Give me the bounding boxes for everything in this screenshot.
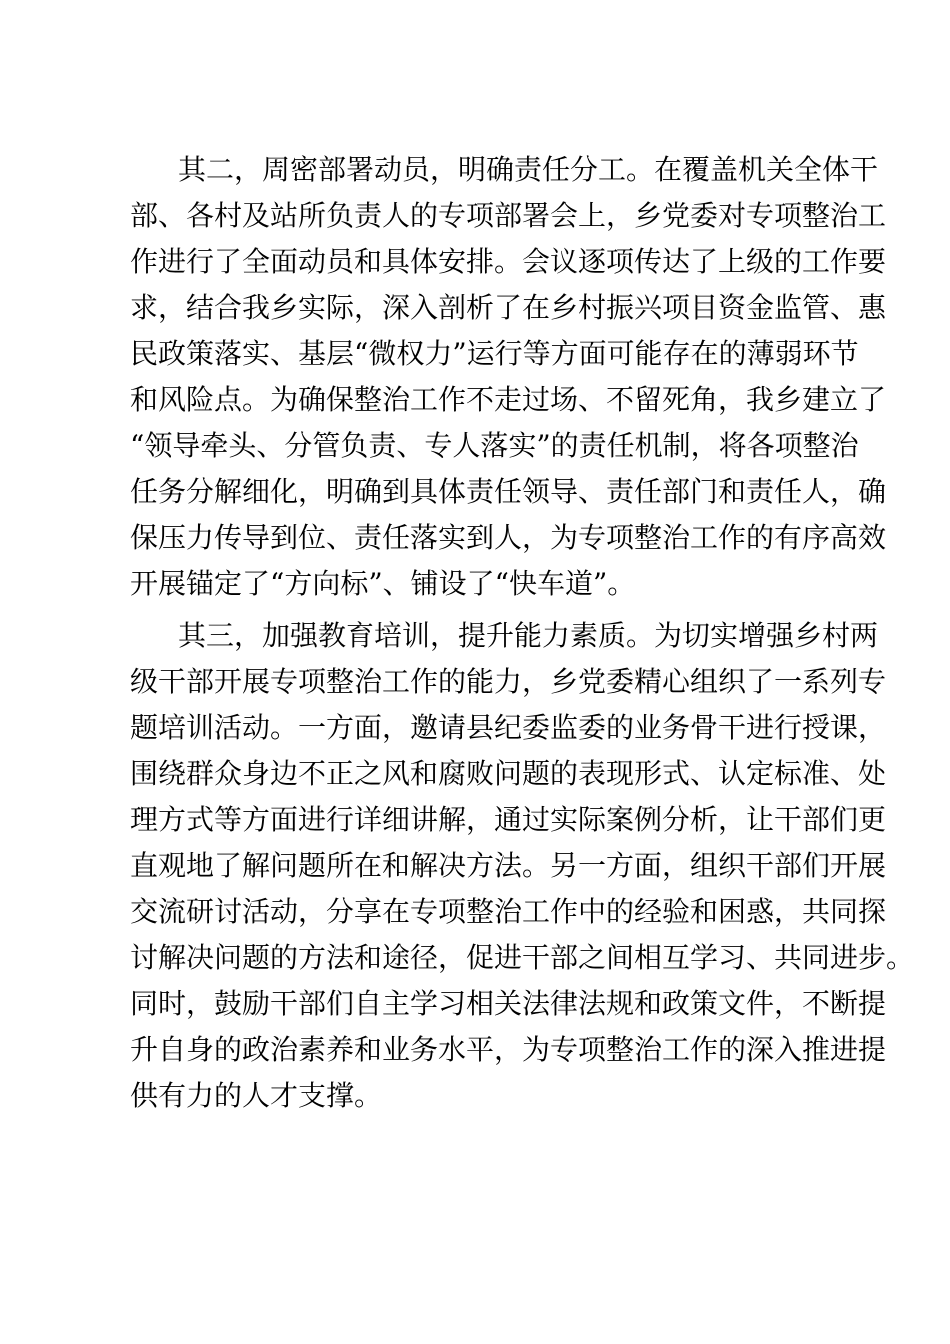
- text-line: 和风险点。为确保整治工作不走过场、不留死角，我乡建立了: [130, 383, 887, 416]
- text-line: 同时，鼓励干部们自主学习相关法律法规和政策文件，不断提: [130, 987, 887, 1020]
- text-line: 民政策落实、基层“微权力”运行等方面可能存在的薄弱环节: [130, 337, 859, 370]
- text-line: 开展锚定了“方向标”、铺设了“快车道”。: [130, 567, 636, 600]
- text-line: 其三，加强教育培训，提升能力素质。为切实增强乡村两: [178, 619, 879, 652]
- text-line: “领导牵头、分管负责、专人落实”的责任机制，将各项整治: [130, 429, 859, 462]
- text-line: 围绕群众身边不正之风和腐败问题的表现形式、认定标准、处: [130, 757, 887, 790]
- text-line: 级干部开展专项整治工作的能力，乡党委精心组织了一系列专: [130, 665, 887, 698]
- text-line: 升自身的政治素养和业务水平，为专项整治工作的深入推进提: [130, 1033, 887, 1066]
- text-line: 其二，周密部署动员，明确责任分工。在覆盖机关全体干: [178, 153, 879, 186]
- text-line: 交流研讨活动，分享在专项整治工作中的经验和困惑，共同探: [130, 895, 887, 928]
- text-line: 作进行了全面动员和具体安排。会议逐项传达了上级的工作要: [130, 245, 887, 278]
- text-line: 保压力传导到位、责任落实到人，为专项整治工作的有序高效: [130, 521, 887, 554]
- text-line: 求，结合我乡实际，深入剖析了在乡村振兴项目资金监管、惠: [130, 291, 887, 324]
- text-line: 供有力的人才支撑。: [130, 1079, 383, 1112]
- text-line: 直观地了解问题所在和解决方法。另一方面，组织干部们开展: [130, 849, 887, 882]
- text-line: 部、各村及站所负责人的专项部署会上，乡党委对专项整治工: [130, 199, 887, 232]
- text-line: 任务分解细化，明确到具体责任领导、责任部门和责任人，确: [130, 475, 887, 508]
- text-line: 理方式等方面进行详细讲解，通过实际案例分析，让干部们更: [130, 803, 887, 836]
- text-line: 题培训活动。一方面，邀请县纪委监委的业务骨干进行授课，: [130, 711, 887, 744]
- text-line: 讨解决问题的方法和途径，促进干部之间相互学习、共同进步。: [130, 941, 915, 974]
